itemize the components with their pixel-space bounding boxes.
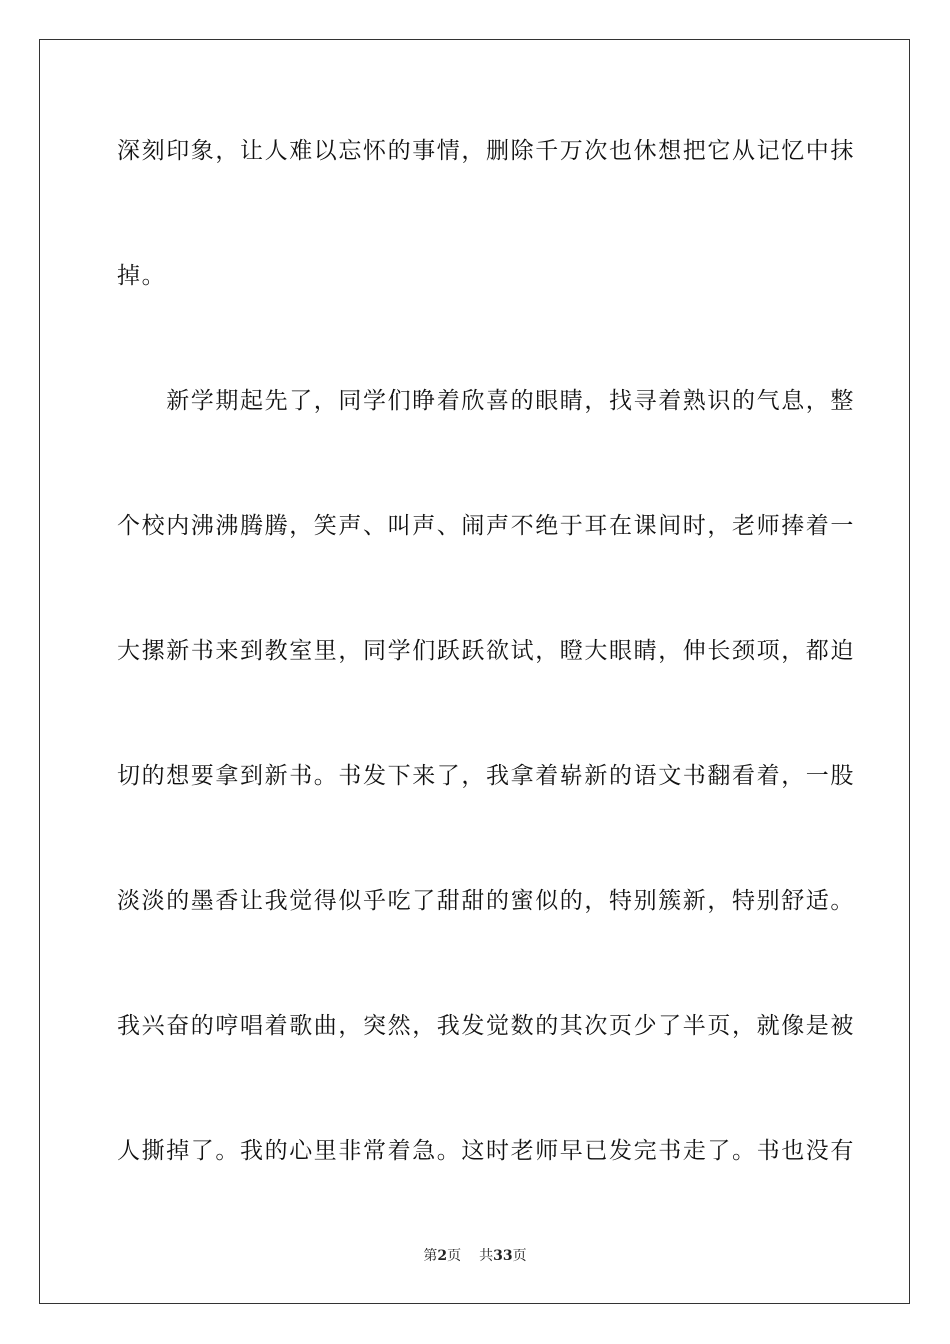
- text-line: 我兴奋的哼唱着歌曲，突然，我发觉数的其次页少了半页，就像是被: [117, 1013, 855, 1039]
- total-pages: 33: [493, 1248, 513, 1264]
- text-line: 新学期起先了，同学们睁着欣喜的眼睛，找寻着熟识的气息，整: [117, 388, 855, 414]
- text-line: 掉。: [117, 263, 167, 289]
- total-suffix: 页: [512, 1248, 527, 1264]
- text-line: 深刻印象，让人难以忘怀的事情，删除千万次也休想把它从记忆中抹: [117, 138, 855, 164]
- total-prefix: 共: [479, 1248, 494, 1264]
- page-suffix: 页: [447, 1248, 462, 1264]
- page-footer: [0, 1247, 950, 1265]
- text-line: 人撕掉了。我的心里非常着急。这时老师早已发完书走了。书也没有: [117, 1138, 855, 1164]
- text-line: 切的想要拿到新书。书发下来了，我拿着崭新的语文书翻看着，一股: [117, 763, 855, 789]
- page-border: [39, 39, 910, 1304]
- text-line: 大摞新书来到教室里，同学们跃跃欲试，瞪大眼睛，伸长颈项，都迫: [117, 638, 855, 664]
- page-prefix: 第: [423, 1248, 438, 1264]
- page-number: 2: [437, 1248, 448, 1264]
- text-line: 个校内沸沸腾腾，笑声、叫声、闹声不绝于耳在课间时，老师捧着一: [117, 513, 855, 539]
- text-line: 淡淡的墨香让我觉得似乎吃了甜甜的蜜似的，特别簇新，特别舒适。: [117, 888, 855, 914]
